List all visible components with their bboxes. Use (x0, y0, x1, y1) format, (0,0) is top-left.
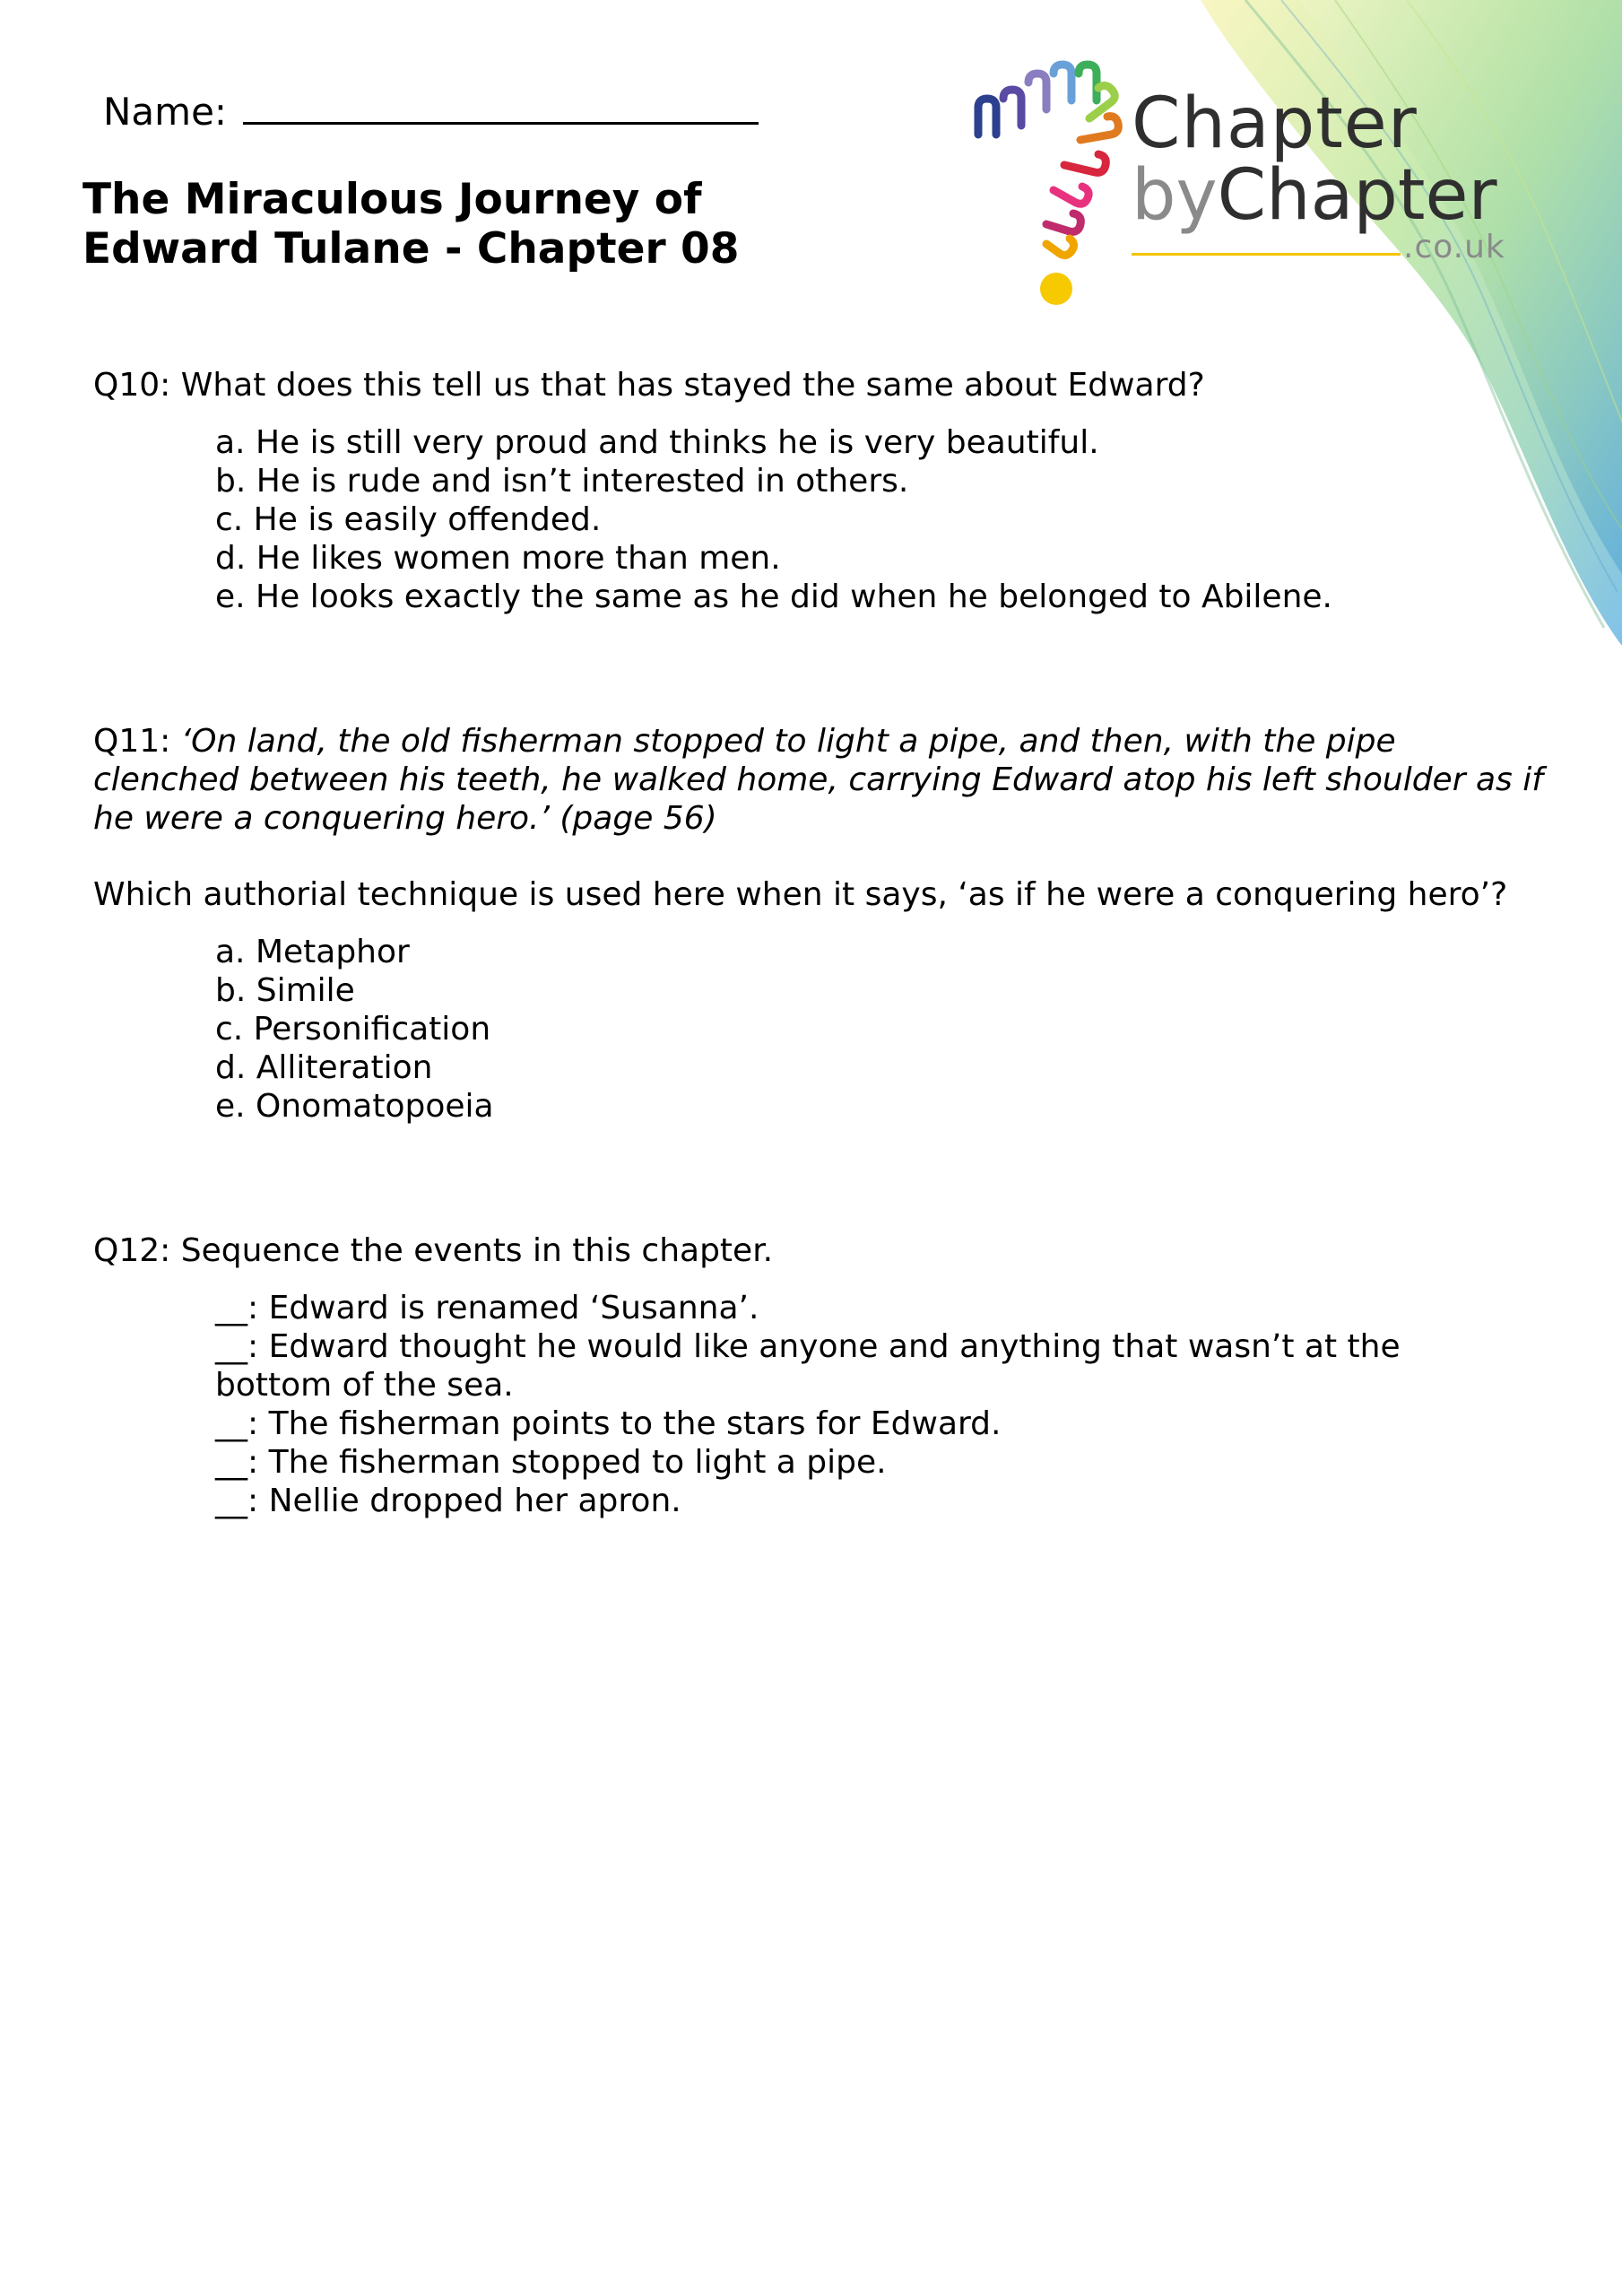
title-line-1: The Miraculous Journey of (82, 175, 702, 224)
question-12-event-1[interactable]: __: Edward is renamed ‘Susanna’. (215, 1290, 759, 1326)
question-12 (93, 1231, 1546, 1270)
question-12-event-3[interactable]: __: The fisherman points to the stars for Edward. (215, 1405, 1002, 1442)
question-10-option-a[interactable]: a. He is still very proud and thinks he is very beautiful. (215, 424, 1099, 461)
title-line-2: Edward Tulane - Chapter 08 (82, 224, 740, 274)
question-10-option-d[interactable]: d. He likes women more than men. (215, 540, 781, 577)
question-10-option-b[interactable]: b. He is rude and isn’t interested in others. (215, 463, 909, 500)
question-11-option-e[interactable]: e. Onomatopoeia (215, 1088, 494, 1125)
question-12-number: Q12: (93, 1232, 171, 1269)
question-12-event-2[interactable]: __: Edward thought he would like anyone and anything that wasn’t at the bottom of the sea. (215, 1328, 1401, 1404)
logo-underline (1132, 253, 1401, 256)
logo-word-chapter: Chapter (1132, 83, 1418, 164)
question-11-option-d[interactable]: d. Alliteration (215, 1049, 433, 1086)
question-11-quote-block (93, 722, 1546, 838)
question-10 (93, 366, 1546, 404)
name-label: Name: (103, 90, 228, 134)
brand-logo-text (1132, 83, 1497, 236)
question-12-events (215, 1289, 1488, 1520)
question-12-event-4[interactable]: __: The fisherman stopped to light a pipe. (215, 1444, 887, 1481)
question-11-option-c[interactable]: c. Personification (215, 1011, 491, 1048)
question-12-event-5[interactable]: __: Nellie dropped her apron. (215, 1483, 681, 1519)
question-10-option-c[interactable]: c. He is easily offended. (215, 501, 602, 538)
name-blank-line[interactable] (243, 88, 759, 125)
logo-word-by: by (1132, 155, 1218, 236)
question-11-option-b[interactable]: b. Simile (215, 972, 355, 1009)
question-10-number: Q10: (93, 367, 171, 404)
question-10-options (215, 423, 1488, 616)
question-11-options (215, 933, 1488, 1126)
question-11-option-a[interactable]: a. Metaphor (215, 934, 410, 970)
logo-domain: .co.uk (1403, 229, 1505, 265)
question-10-text: What does this tell us that has stayed the same about Edward? (180, 367, 1205, 404)
question-11-text: Which authorial technique is used here when it says, ‘as if he were a conquering hero’? (93, 876, 1508, 913)
question-10-option-e[interactable]: e. He looks exactly the same as he did when he belonged to Abilene. (215, 578, 1332, 615)
question-11-quote: ‘On land, the old fisherman stopped to light a pipe, and then, with the pipe clenched between his teeth, he walked home, carrying Edward atop his left shoulder as if he were a conquering hero.’ (page 56) (93, 723, 1543, 837)
name-field[interactable] (103, 88, 759, 134)
logo-word-chapter-2: Chapter (1217, 155, 1497, 236)
worksheet-title (82, 175, 889, 274)
logo-word-bychapter (1132, 155, 1497, 236)
question-12-text: Sequence the events in this chapter. (180, 1232, 774, 1269)
question-11-number: Q11: (93, 723, 171, 760)
